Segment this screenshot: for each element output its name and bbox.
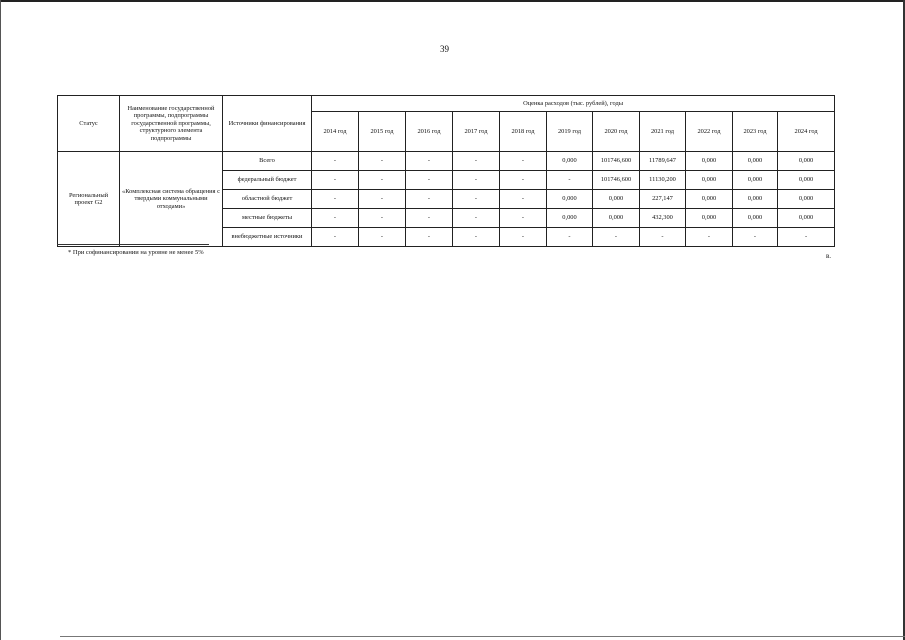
value-cell: - [453,152,500,171]
value-cell: - [500,171,547,190]
header-program-name: Наименование государственной программы, подпрограммы государственной программы, структурного элемента подпрограммы [120,96,223,152]
value-cell: 0,000 [547,190,593,209]
value-cell: - [312,171,359,190]
value-cell: 0,000 [778,171,835,190]
header-year: 2015 год [359,112,406,152]
header-estimate: Оценка расходов (тыс. рублей), годы [312,96,835,112]
value-cell: - [778,228,835,247]
value-cell: - [453,190,500,209]
program-name-cell: «Комплексная система обращения с твердыми коммунальными отходами» [120,152,223,247]
page-border-bottom [60,636,905,637]
header-year: 2022 год [686,112,733,152]
header-year: 2019 год [547,112,593,152]
value-cell: 0,000 [778,152,835,171]
value-cell: - [686,228,733,247]
value-cell: - [500,152,547,171]
header-status: Статус [58,96,120,152]
value-cell: 101746,600 [593,171,640,190]
value-cell: - [500,228,547,247]
value-cell: - [359,209,406,228]
value-cell: 0,000 [733,171,778,190]
value-cell: 0,000 [686,209,733,228]
value-cell: - [500,209,547,228]
value-cell: 0,000 [733,190,778,209]
value-cell: 0,000 [778,209,835,228]
page-number: 39 [440,44,449,54]
header-year: 2016 год [406,112,453,152]
page-border-left [0,0,1,640]
value-cell: 0,000 [686,171,733,190]
value-cell: 0,000 [778,190,835,209]
value-cell: - [640,228,686,247]
value-cell: - [406,209,453,228]
value-cell: - [406,228,453,247]
funding-source-cell: внебюджетные источники [223,228,312,247]
value-cell: - [312,209,359,228]
value-cell: - [453,209,500,228]
value-cell: 0,000 [593,190,640,209]
funding-source-cell: областной бюджет [223,190,312,209]
funding-source-cell: местные бюджеты [223,209,312,228]
value-cell: - [312,152,359,171]
value-cell: 11789,647 [640,152,686,171]
corner-mark: в. [826,252,832,260]
table-body [58,152,835,247]
status-cell: Региональный проект G2 [58,152,120,247]
value-cell: - [359,152,406,171]
value-cell: - [547,171,593,190]
value-cell: 11130,200 [640,171,686,190]
header-year: 2021 год [640,112,686,152]
header-year: 2024 год [778,112,835,152]
header-year: 2020 год [593,112,640,152]
header-year: 2018 год [500,112,547,152]
value-cell: - [359,228,406,247]
value-cell: 0,000 [733,209,778,228]
footnote-divider [57,244,209,245]
header-year: 2017 год [453,112,500,152]
value-cell: 0,000 [686,152,733,171]
header-sources: Источники финансирования [223,96,312,152]
value-cell: - [406,152,453,171]
value-cell: 0,000 [593,209,640,228]
value-cell: - [500,190,547,209]
value-cell: 101746,600 [593,152,640,171]
value-cell: - [593,228,640,247]
value-cell: - [733,228,778,247]
value-cell: - [406,171,453,190]
value-cell: - [359,190,406,209]
funding-source-cell: Всего [223,152,312,171]
footnote: * При софинансировании на уровне не менее 5% [68,249,204,256]
value-cell: - [453,228,500,247]
value-cell: 0,000 [686,190,733,209]
funding-source-cell: федеральный бюджет [223,171,312,190]
value-cell: - [312,228,359,247]
value-cell: 0,000 [547,209,593,228]
value-cell: - [453,171,500,190]
table-row [58,152,835,171]
value-cell: 0,000 [547,152,593,171]
value-cell: - [547,228,593,247]
expenditure-table [57,95,835,247]
value-cell: - [312,190,359,209]
header-year: 2014 год [312,112,359,152]
value-cell: - [406,190,453,209]
value-cell: 227,147 [640,190,686,209]
value-cell: 0,000 [733,152,778,171]
value-cell: - [359,171,406,190]
page-border-top [0,0,905,2]
header-year: 2023 год [733,112,778,152]
value-cell: 432,300 [640,209,686,228]
